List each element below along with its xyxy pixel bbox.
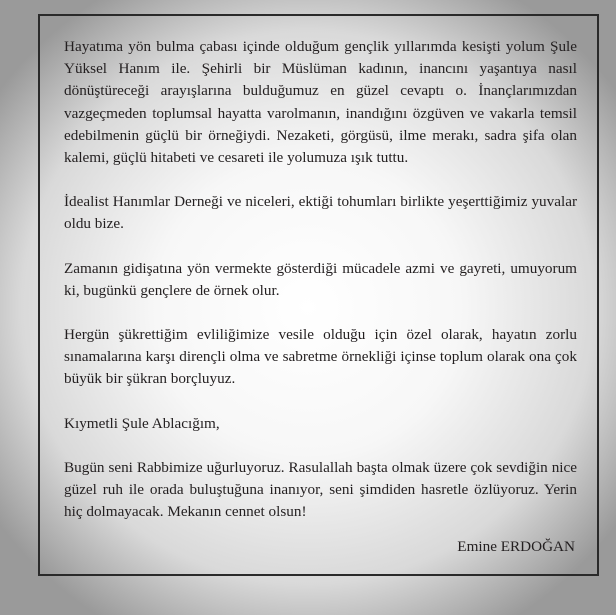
paragraph-4: Hergün şükrettiğim evliliğimize vesile olduğu için özel olarak, hayatın zorlu sınamalarına karşı dirençli olma ve sabretme örnekliği içinse toplum olarak ona çok büyük bir şükran borçluyuz. [64, 326, 577, 388]
paragraph-2: İdealist Hanımlar Derneği ve niceleri, ektiği tohumları birlikte yeşerttiğimiz yuvalar oldu bize. [64, 193, 577, 233]
salutation: Kıymetli Şule Ablacığım, [64, 414, 220, 432]
paragraph-5: Bugün seni Rabbimize uğurluyoruz. Rasulallah başta olmak üzere çok sevdiğin nice güzel ruh ile orada buluştuğuna inanıyor, seni şimdiden hasretle özlüyoruz. Yerin hiç dolmayacak. Mekanın cennet olsun! [64, 458, 577, 521]
signature: Emine ERDOĞAN [457, 538, 575, 555]
paragraph-1: Hayatıma yön bulma çabası içinde olduğum gençlik yıllarımda kesişti yolum Şule Yüksel Hanım ile. Şehirli bir Müslüman kadının, inancını yaşantıya nasıl dönüştüreceği arayışlarına bulduğumuz en güzel cevaptı o. İnançlarımızdan vazgeçmeden toplumsal hayatta varolmanın, inandığını özgüven ve vakarla temsil edebilmenin güçlü bir örneğiydi. Nezaketi, görgüsü, ilme merakı, sadra şifa olan kalemi, güçlü hitabeti ve cesareti ile yolumuza ışık tuttu. [64, 38, 577, 167]
letter-frame [38, 14, 599, 576]
letter-body [64, 36, 577, 545]
paragraph-3: Zamanın gidişatına yön vermekte gösterdiği mücadele azmi ve gayreti, umuyorum ki, bugünkü gençlere de örnek olur. [64, 259, 577, 299]
